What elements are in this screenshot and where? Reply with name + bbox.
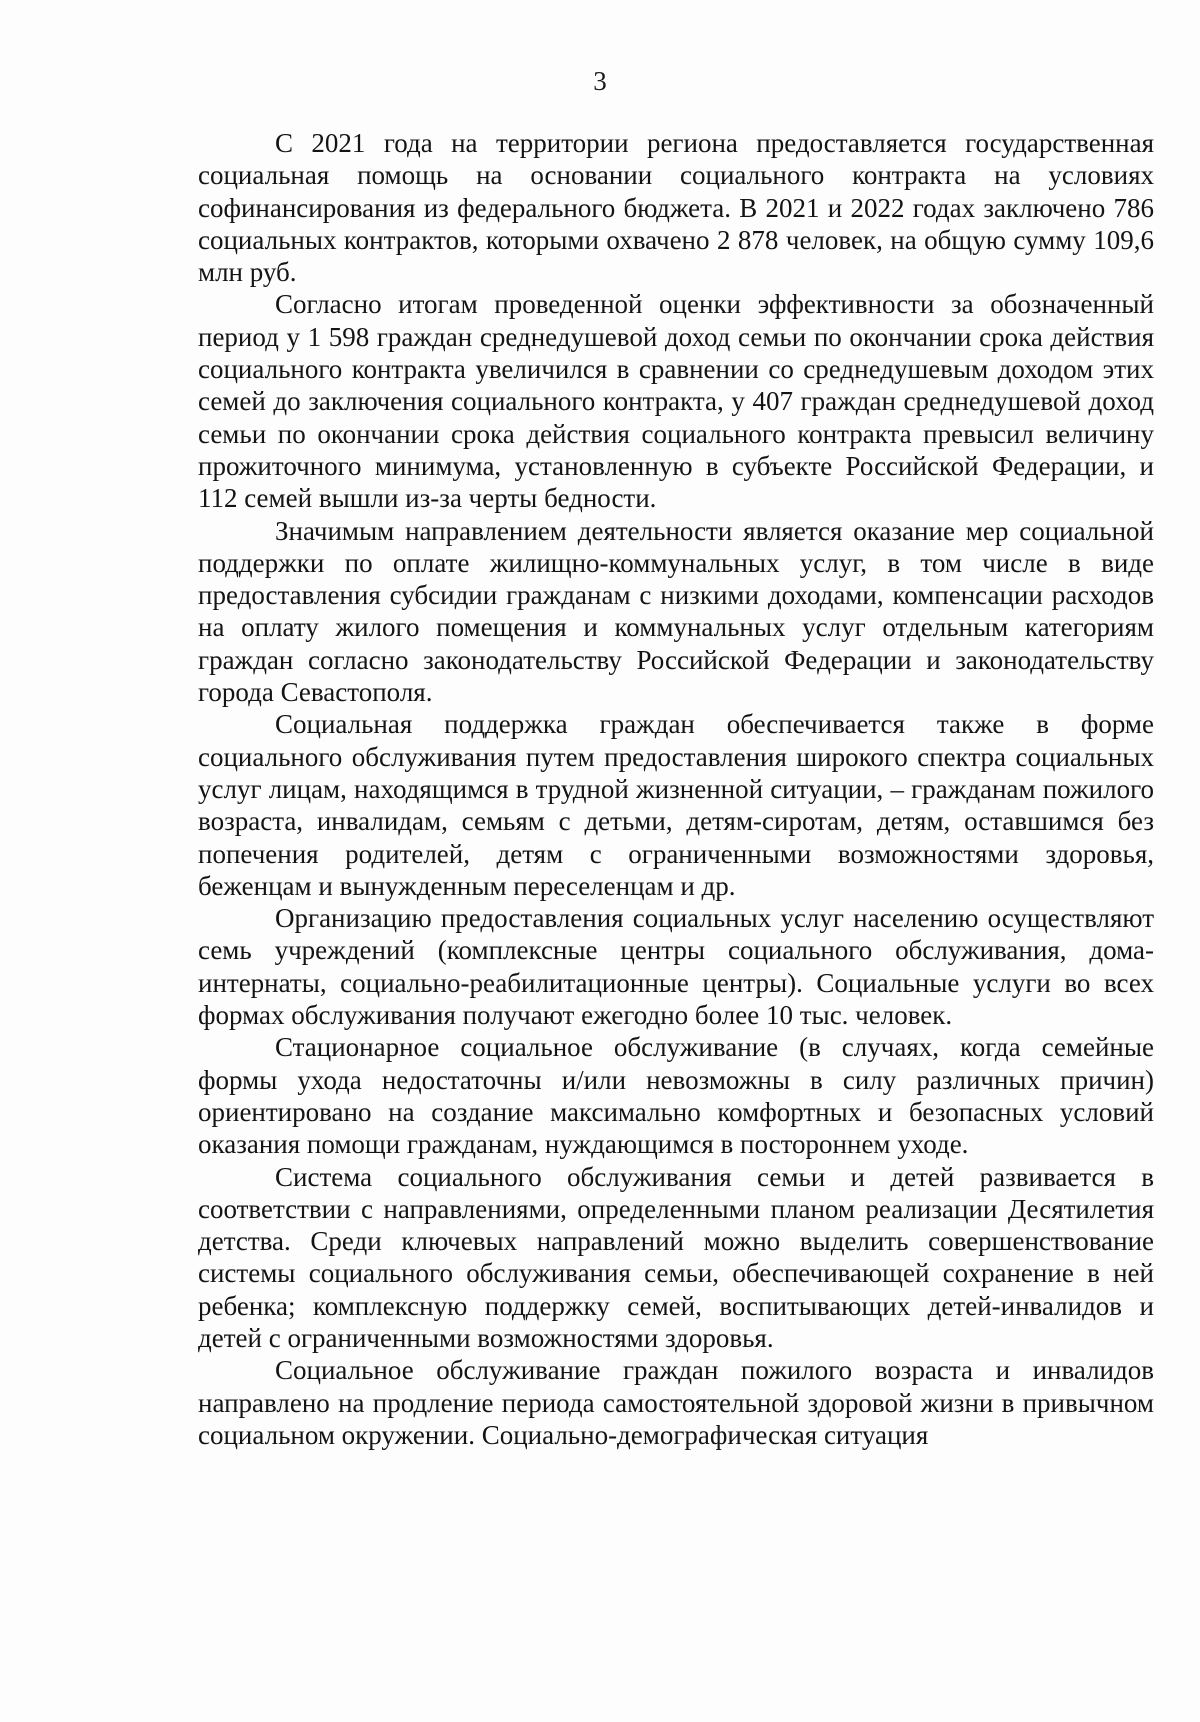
paragraph-institutions: Организацию предоставления социальных услуг населению осуществляют семь учреждений (комплексные центры социального обслуживания, дома-интернаты, социально-реабилитационные центры). Социальные услуги во всех формах обслуживания получают ежегодно более 10 тыс. человек. bbox=[198, 903, 1154, 1031]
paragraph-stationary-service: Стационарное социальное обслуживание (в случаях, когда семейные формы ухода недостаточны и/или невозможны в силу различных причин) ориентировано на создание максимально комфортных и безопасных условий оказания помощи гражданам, нуждающимся в постороннем уходе. bbox=[198, 1032, 1154, 1160]
paragraph-housing-support: Значимым направлением деятельности является оказание мер социальной поддержки по оплате жилищно-коммунальных услуг, в том числе в виде предоставления субсидии гражданам с низкими доходами, компенсации расходов на оплату жилого помещения и коммунальных услуг отдельным категориям граждан согласно законодательству Российской Федерации и законодательству города Севастополя. bbox=[198, 515, 1154, 708]
paragraph-elderly-disabled: Социальное обслуживание граждан пожилого возраста и инвалидов направлено на продление периода самостоятельной здоровой жизни в привычном социальном окружении. Социально-демографическая ситуация bbox=[198, 1355, 1154, 1450]
paragraph-family-children: Система социального обслуживания семьи и детей развивается в соответствии с направлениями, определенными планом реализации Десятилетия детства. Среди ключевых направлений можно выделить совершенствование системы социального обслуживания семьи, обеспечивающей сохранение в ней ребенка; комплексную поддержку семей, воспитывающих детей-инвалидов и детей с ограниченными возможностями здоровья. bbox=[198, 1161, 1154, 1353]
paragraph-efficiency-assessment: Согласно итогам проведенной оценки эффективности за обозначенный период у 1 598 граждан среднедушевой доход семьи по окончании срока действия социального контракта увеличился в сравнении со среднедушевым доходом этих семей до заключения социального контракта, у 407 граждан среднедушевой доход семьи по окончании срока действия социального контракта превысил величину прожиточного минимума, установленную в субъекте Российской Федерации, и 112 семей вышли из-за черты бедности. bbox=[198, 289, 1154, 514]
paragraph-social-contract: С 2021 года на территории региона предоставляется государственная социальная помощь на основании социального контракта на условиях софинансирования из федерального бюджета. В 2021 и 2022 годах заключено 786 социальных контрактов, которыми охвачено 2 878 человек, на общую сумму 109,6 млн руб. bbox=[198, 128, 1154, 288]
page-number: 3 bbox=[593, 66, 607, 96]
paragraph-social-service-forms: Социальная поддержка граждан обеспечивается также в форме социального обслуживания путем предоставления широкого спектра социальных услуг лицам, находящимся в трудной жизненной ситуации, – гражданам пожилого возраста, инвалидам, семьям с детьми, детям-сиротам, детям, оставшимся без попечения родителей, детям с ограниченными возможностями здоровья, беженцам и вынужденным переселенцам и др. bbox=[198, 709, 1154, 901]
document-body bbox=[198, 127, 1154, 1451]
